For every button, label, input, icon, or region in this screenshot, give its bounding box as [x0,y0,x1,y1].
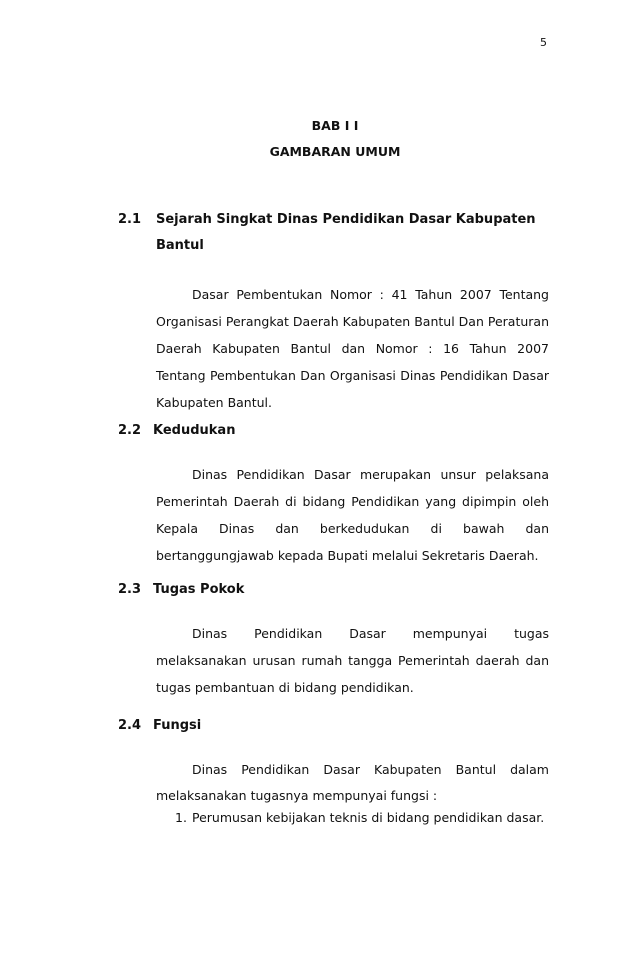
section-number: 2.2 [118,423,142,438]
section-title: Sejarah Singkat Dinas Pendidikan Dasar Kabupaten [156,212,536,227]
section-paragraph: Dinas Pendidikan Dasar merupakan unsur pelaksana Pemerintah Daerah di bidang Pendidikan yang dipimpin oleh Kepala Dinas dan berkedudukan di bawah dan bertanggungjawab kepada Bupati melalui Sekretaris Daerah. [156,467,549,563]
section-paragraph: Dinas Pendidikan Dasar Kabupaten Bantul dalam melaksanakan tugasnya mempunyai fungsi : [156,762,549,803]
section-paragraph: Dasar Pembentukan Nomor : 41 Tahun 2007 Tentang Organisasi Perangkat Daerah Kabupaten Bantul Dan Peraturan Daerah Kabupaten Bantul dan Nomor : 16 Tahun 2007 Tentang Pembentukan Dan Organisasi Dinas Pendidikan Dasar Kabupaten Bantul. [156,287,549,410]
list-item [175,806,549,830]
section-number: 2.1 [118,212,142,227]
section-number: 2.4 [118,718,142,733]
section-number: 2.3 [118,582,142,597]
section-title-continued: Bantul [156,238,204,253]
chapter-title: GAMBARAN UMUM [269,144,401,159]
section-title: Tugas Pokok [153,582,245,597]
section-title: Fungsi [153,718,202,733]
section-paragraph: Dinas Pendidikan Dasar mempunyai tugas melaksanakan urusan rumah tangga Pemerintah daerah dan tugas pembantuan di bidang pendidikan. [156,626,549,695]
list-item-number: 1. [175,810,187,825]
page-number: 5 [540,36,547,49]
list-item-text: Perumusan kebijakan teknis di bidang pendidikan dasar. [192,810,545,825]
section-title: Kedudukan [153,423,236,438]
chapter-label: BAB I I [311,118,359,133]
